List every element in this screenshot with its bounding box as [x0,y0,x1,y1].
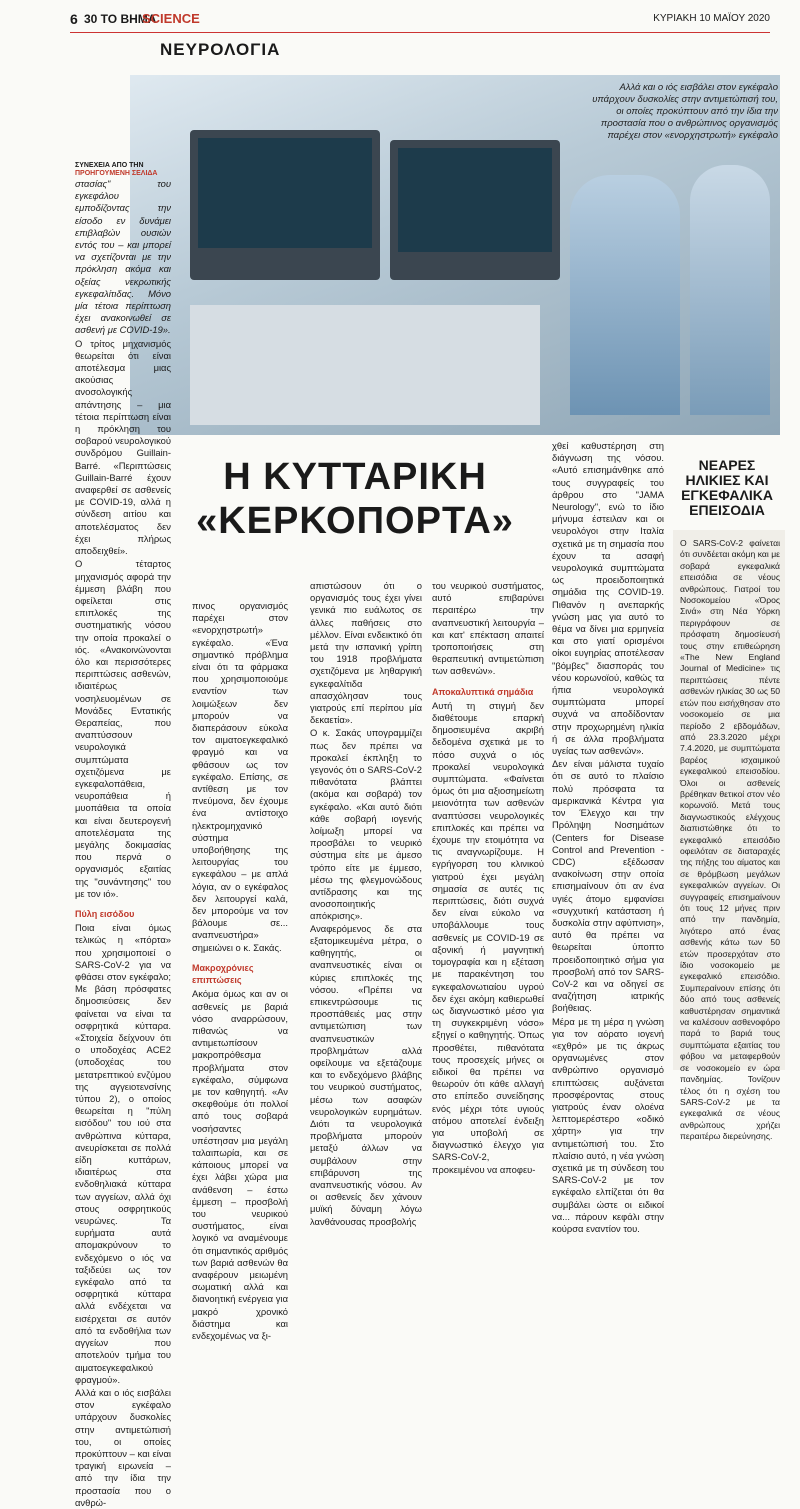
column-1 [75,178,171,1508]
column-2 [192,600,288,1341]
surgeon-figure [690,165,770,415]
paragraph: πινος οργανισμός παρέχει στον «ενορχηστρωτή» εγκέφαλο. «Ένα σημαντικό πρόβλημα είναι ότι τα φάρμακα που χρησιμοποιούμε εναντίον των λοιμώξεων δεν μπορούν να διαπεράσουν εύκολα τον αιματοεγκεφαλικό φραγμό και να φθάσουν ως τον εγκέφαλο. Επίσης, σε αντίθεση με τον πνεύμονα, δεν έχουμε ένα αντίστοιχο ηλεκτρομηχανικό σύστημα υποβοήθησης της λειτουργίας του εγκεφάλου – με απλά λόγια, αν ο εγκέφαλος δεν λειτουργεί καλά, δεν μπορούμε να τον βάλουμε σε... αναπνευστήρα» σημειώνει ο κ. Σακάς. [192,600,288,953]
sidebar-title [672,458,782,518]
paragraph: Αλλά και ο ιός εισβάλει στον εγκέφαλο υπάρχουν δυσκολίες στην αντιμετώπισή του, οι οποίες προκύπτουν – και είναι τραγική ειρωνεία – από την ίδια την προστασία που ο ανθρώ- [75,1386,171,1508]
paragraph: στασίας" του εγκεφάλου εμποδίζοντας την είσοδο εν δυνάμει επιβλαβών ουσιών εντός του – και μπορεί να σχετίζονται με την πρόκληση ακόμα και οξείας νεκρωτικής εγκεφαλίτιδας. Μόνο μία τέτοια περίπτωση έχει ανακοινωθεί σε ασθενή με COVID-19». [75,178,171,336]
paragraph: χθεί καθυστέρηση στη διάγνωση της νόσου. «Αυτό επισημάνθηκε από τους συγγραφείς του άρθρου στο "JAMA Neurology", ενώ το ίδιο μήνυμα έστειλαν και οι νευρολόγοι στην Ιταλία σχετικά με τη σημασία που έχουν τα ασαφή νευρολογικά συμπτώματα ως προειδοποιητικά σημάδια της COVID-19. Πιθανόν η ανεπαρκής γνώση μας για αυτό το θέμα να δίνει μια ερμηνεία και στο γιατί ορισμένοι οίκοι ευγηρίας αποτέλεσαν "βόμβες" διασποράς του νέου κορωνοϊού, καθώς τα ήπια νευρολογικά συμπτώματα μπορεί συχνά να αποδίδονταν στην προχωρημένη ηλικία ή σε άλλα προβλήματα υγείας των ασθενών». [552,440,664,757]
paragraph: Δεν είναι μάλιστα τυχαίο ότι σε αυτό το πλαίσιο πολύ πρόσφατα τα αμερικανικά Κέντρα για τον Έλεγχο και την Πρόληψη Νοσημάτων (Centers for Disease Control and Prevention - CDC) εξέδωσαν ανακοίνωση στην οποία επισημαίνουν ότι αν ένα υγιές άτομο εμφανίσει «συγχυτική κατάσταση ή δυσκολία στην αφύπνιση», αυτό θα πρέπει να θεωρείται ύποπτο προειδοποιητικό σήμα για προσβολή από τον SARS-CoV-2 και να οδηγεί σε αναζήτηση ιατρικής βοήθειας. [552,758,664,1014]
page-number: 6 [70,11,78,27]
paragraph: Ο κ. Σακάς υπογραμμίζει πως δεν πρέπει να προκαλεί έκπληξη το γεγονός ότι ο SARS-CoV-2 πιθανότατα βλάπτει (ακόμα και σοβαρά) τον εγκέφαλο. «Και αυτό διότι κάθε σοβαρή ιογενής λοίμωξη μπορεί να προσβάλει το νευρικό σύστημα είτε με άμεσο τρόπο είτε με έμμεσο, μέσω της φλεγμονώδους αντίδρασης και της ανοσοποιητικής απόκρισης». Αναφερόμενος δε στα εξατομικευμένα μέτρα, ο καθηγητής, οι αναπνευστικές είναι οι κύριες επιπλοκές της νόσου. «Πρέπει να επικεντρώσουμε τις προσπάθειές μας στην αντιμετώπιση των αναπνευστικών προβλημάτων αλλά οφείλουμε να εξετάζουμε και το ενδεχόμενο βλάβης του νευρικού συστήματος, μέσω των ασαφών νευρολογικών ευρημάτων. Διότι τα νευρολογικά προβλήματα μπορούν μεταξύ άλλων να συμβάλουν στην επιβάρυνση της αναπνευστικής νόσου. Αν οι ασθενείς δεν χάνουν μυϊκή δύναμη λόγω λανθάνουσας προσβολής [310,727,422,1227]
surgeon-figure [570,175,680,415]
equipment-cart [190,305,540,425]
paragraph: Ποια είναι όμως τελικώς η «πόρτα» που χρησιμοποιεί ο SARS-CoV-2 για να φθάσει στον εγκέφαλο; Με βάση πρόσφατες δημοσιεύσεις δεν φαίνεται να είναι τα οσφρητικά κύτταρα. «Στοιχεία δείχνουν ότι ο υποδοχέας ACE2 (υποδοχέας του μετατρεπτικού ενζύμου της αγγειοτενσίνης τύπου 2), ο οποίος θεωρείται η "πύλη εισόδου" του ιού στα ανθρώπινα κύτταρα, ανευρίσκεται σε πολλά είδη κυττάρων, ιδιαιτέρως στα ενδοθηλιακά κύτταρα των αγγείων, αλλά όχι στους οσφρητικούς νευρώνες. Τα ευρήματα αυτά απομακρύνουν το ενδεχόμενο ο ιός να ταξιδεύει ως τον εγκέφαλο από τα οσφρητικά κύτταρα αλλά ενδέχεται να εισέρχεται σε αυτόν από τα ενδοθήλια των αγγείων που αποτελούν τμήμα του αιματοεγκεφαλικού φραγμού». [75,922,171,1385]
paragraph: Μέρα με τη μέρα η γνώση για τον αόρατο ιογενή «εχθρό» με τις άκρως οργανωμένες στον ανθρώπινο οργανισμό επιπτώσεις αυξάνεται προσφέροντας στους γιατρούς έναν ολοένα λεπτομερέστερο «οδικό χάρτη» για την αντιμετώπισή του. Στο πλαίσιο αυτό, η νέα γνώση σχετικά με τη σύνδεση του SARS-CoV-2 με τον εγκέφαλο ελπίζεται ότι θα συμβάλει ώστε οι ειδικοί να... πάρουν κεφάλι στην κούρσα εναντίον του. [552,1015,664,1234]
sidebar-title-line: ΕΠΕΙΣΟΔΙΑ [689,502,765,518]
subheading: Πύλη εισόδου [75,908,135,919]
continued-note [75,162,157,178]
sidebar-text [680,538,780,1144]
section-label: SCIENCE [142,11,200,26]
continued-line: ΣΥΝΕΧΕΙΑ ΑΠΟ ΤΗΝ [75,162,144,169]
continued-line: ΠΡΟΗΓΟΥΜΕΝΗ ΣΕΛΙΔΑ [75,170,158,177]
subheading: Αποκαλυπτικά σημάδια [432,686,534,697]
paragraph: του νευρικού συστήματος, αυτό επιβαρύνει περαιτέρω την αναπνευστική λειτουργία – και κατ' επέκταση απαιτεί τροποποιήσεις στη θεραπευτική αντιμετώπιση των ασθενών». [432,580,544,677]
issue-date: ΚΥΡΙΑΚΗ 10 ΜΑΪΟΥ 2020 [653,13,770,24]
headline-line: Η ΚΥΤΤΑΡΙΚΗ [223,456,487,498]
column-5 [552,440,664,1234]
column-4 [432,580,544,1175]
headline-line: «ΚΕΡΚΟΠΟΡΤΑ» [196,500,514,542]
paragraph: Ακόμα όμως και αν οι ασθενείς με βαριά νόσο αναρρώσουν, πιθανώς να αντιμετωπίσουν μακροπρόθεσμα προβλήματα στον εγκέφαλο, σύμφωνα με τον καθηγητή. «Αν σκεφθούμε ότι πολλοί από τους σοβαρά νοσήσαντες υπέστησαν μια μεγάλη ταλαιπωρία, και σε κάποιους μπορεί να έχει λάβει χώρα μια ανάθενση – έστω έμμεση – προσβολή του νευρικού συστήματος, είναι λογικό να αναμένουμε ότι σημαντικός αριθμός των βαριά ασθενών θα αναφέρουν μειωμένη σωματική αλλά και διανοητική ενέργεια για μακρό χρονικό διάστημα και ενδεχομένως να ξι- [192,988,288,1341]
monitor-left [190,130,380,280]
section-kicker: ΝΕΥΡΟΛΟΓΙΑ [160,40,281,59]
sidebar-paragraph: O SARS-CoV-2 φαίνεται ότι συνδέεται ακόμη και με σοβαρά εγκεφαλικά επεισόδια σε νέους ανθρώπους. Γιατροί του Νοσοκομείου «Όρος Σινά» στη Νέα Υόρκη περιγράφουν σε πρόσφατη δημοσίευσή τους στην επιθεώρηση «The New England Journal of Medicine» τις περιπτώσεις πέντε ασθενών ηλικίας 30 ως 50 ετών που εισήχθησαν στο νοσοκομείο σε μια περίοδο 2 εβδομάδων, από 23.3.2020 μέχρι 7.4.2020, με συμπτώματα βαρέος ισχαιμικού εγκεφαλικού επεισοδίου. Όλοι οι ασθενείς βρέθηκαν θετικοί στον νέο κορωνοϊό. Μετά τους διαγνωστικούς ελέγχους διαπιστώθηκε ότι το εγκεφαλικό επεισόδιο οφειλόταν σε διαταραχές της πήξης του αίματος και σε θρόμβωση μεγάλων εγκεφαλικών αγγείων. Οι συγγραφείς επισημαίνουν ότι τους 12 μήνες πριν από την πανδημία, λιγότερο από ένας ασθενής κάτω των 50 ετών προσερχόταν στο ίδιο νοσοκομείο με εγκεφαλικό επεισόδιο. Συμπεραίνουν επίσης ότι δύο από τους ασθενείς καθυστέρησαν σημαντικά να καλέσουν ασθενοφόρο παρά το βαριά τους συμπτώματα εξαιτίας του φόβου να μεταφερθούν σε νοσοκομείο εν ώρα πανδημίας. Τονίζουν τέλος ότι η σχέση του SARS-CoV-2 με τα εγκεφαλικά σε νέους ανθρώπους χρήζει περαιτέρω διερεύνησης. [680,538,781,1142]
paragraph: Ο τέταρτος μηχανισμός αφορά την έμμεση βλάβη που οφείλεται στις επιπλοκές της συστηματικής νόσου την οποία προκαλεί ο ιός. «Ανακοινώνονται όλο και περισσότερες περιπτώσεις ασθενών, ιδιαιτέρως νοσηλευομένων σε Μονάδες Εντατικής Θεραπείας, που αναπτύσσουν νευρολογικά συμπτώματα σχετιζόμενα με εγκεφαλοπάθεια, νευροπάθεια ή μυοπάθεια τα οποία και είναι δευτερογενή αποτελέσματα της μεγάλης δοκιμασίας που περνά ο οργανισμός εξαιτίας της "συνάντησης" του με τον ιό». [75,558,171,899]
column-3 [310,580,422,1227]
paragraph: απιστώσουν ότι ο οργανισμός τους έχει γίνει γενικά πιο ευάλωτος σε άλλες παθήσεις στο μέλλον. Είναι ενδεικτικό ότι μετά την ισπανική γρίπη του 1918 προβλήματα σχετιζόμενα με ληθαργική εγκεφαλίτιδα απασχόλησαν τους γιατρούς επί περίπου μία δεκαετία». [310,580,422,726]
paragraph: Ο τρίτος μηχανισμός θεωρείται ότι είναι αποτέλεσμα μιας ακούσιας ανοσολογικής απάντησης – μια τέτοια περίπτωση είναι η πρόκληση του σοβαρού νευρολογικού συνδρόμου Guillain-Barré. «Περιπτώσεις Guillain-Barré έχουν αναφερθεί σε ασθενείς με COVID-19, αλλά η σύνδεση αιτίου και αποτελέσματος δεν έχει πλήρως αποδειχθεί». [75,337,171,557]
newspaper-name: 30 ΤΟ ΒΗΜΑ [84,12,157,26]
paragraph: Αυτή τη στιγμή δεν διαθέτουμε επαρκή δημοσιευμένα ακριβή δεδομένα σχετικά με το πόσο συχνά ο ιός προκαλεί νευρολογικά συμπτώματα. «Φαίνεται όμως ότι μια αξιοσημείωτη μειονότητα των ασθενών αναπτύσσει νευρολογικές επιπλοκές και πρέπει να έχουμε την ετοιμότητα να τις αναγνωρίζουμε. Η εγρήγορση του κλινικού γιατρού έχει μεγάλη σημασία σε αυτές τις περιπτώσεις, διότι συχνά δεν είναι εύκολο να υποβάλλουμε τους ασθενείς με COVID-19 σε αξονική ή μαγνητική τομογραφία και η εξέταση με παρακέντηση του εγκεφαλονωτιαίου υγρού δεν έχει ακόμη καθιερωθεί ως διαγνωστικό μέσο για τη συγκεκριμένη νόσο» εξηγεί ο καθηγητής. Όπως προσθέτει, πιθανότατα τους προσεχείς μήνες οι ειδικοί θα πρέπει να θεωρούν ότι κάθε αλλαγή στο επίπεδο συνείδησης ενός μέχρι τότε υγιούς ατόμου αποτελεί ένδειξη για υποβολή σε διαγνωστικό έλεγχο για SARS-CoV-2, προκειμένου να αποφευ- [432,699,544,1175]
sidebar-title-line: ΕΓΚΕΦΑΛΙΚΑ [681,487,773,503]
sidebar-title-line: ΝΕΑΡΕΣ [698,457,756,473]
monitor-right [390,140,560,280]
sidebar-title-line: ΗΛΙΚΙΕΣ ΚΑΙ [685,472,769,488]
article-headline [195,455,515,543]
photo-caption: Αλλά και ο ιός εισβάλει στον εγκέφαλο υπάρχουν δυσκολίες στην αντιμετώπισή του, οι οποίες προκύπτουν από την ίδια την προστασία που ο ανθρώπινος οργανισμός παρέχει στον «ενορχηστρωτή» εγκέφαλο [592,82,778,141]
subheading: Μακροχρόνιες επιπτώσεις [192,962,254,986]
masthead [70,10,770,33]
